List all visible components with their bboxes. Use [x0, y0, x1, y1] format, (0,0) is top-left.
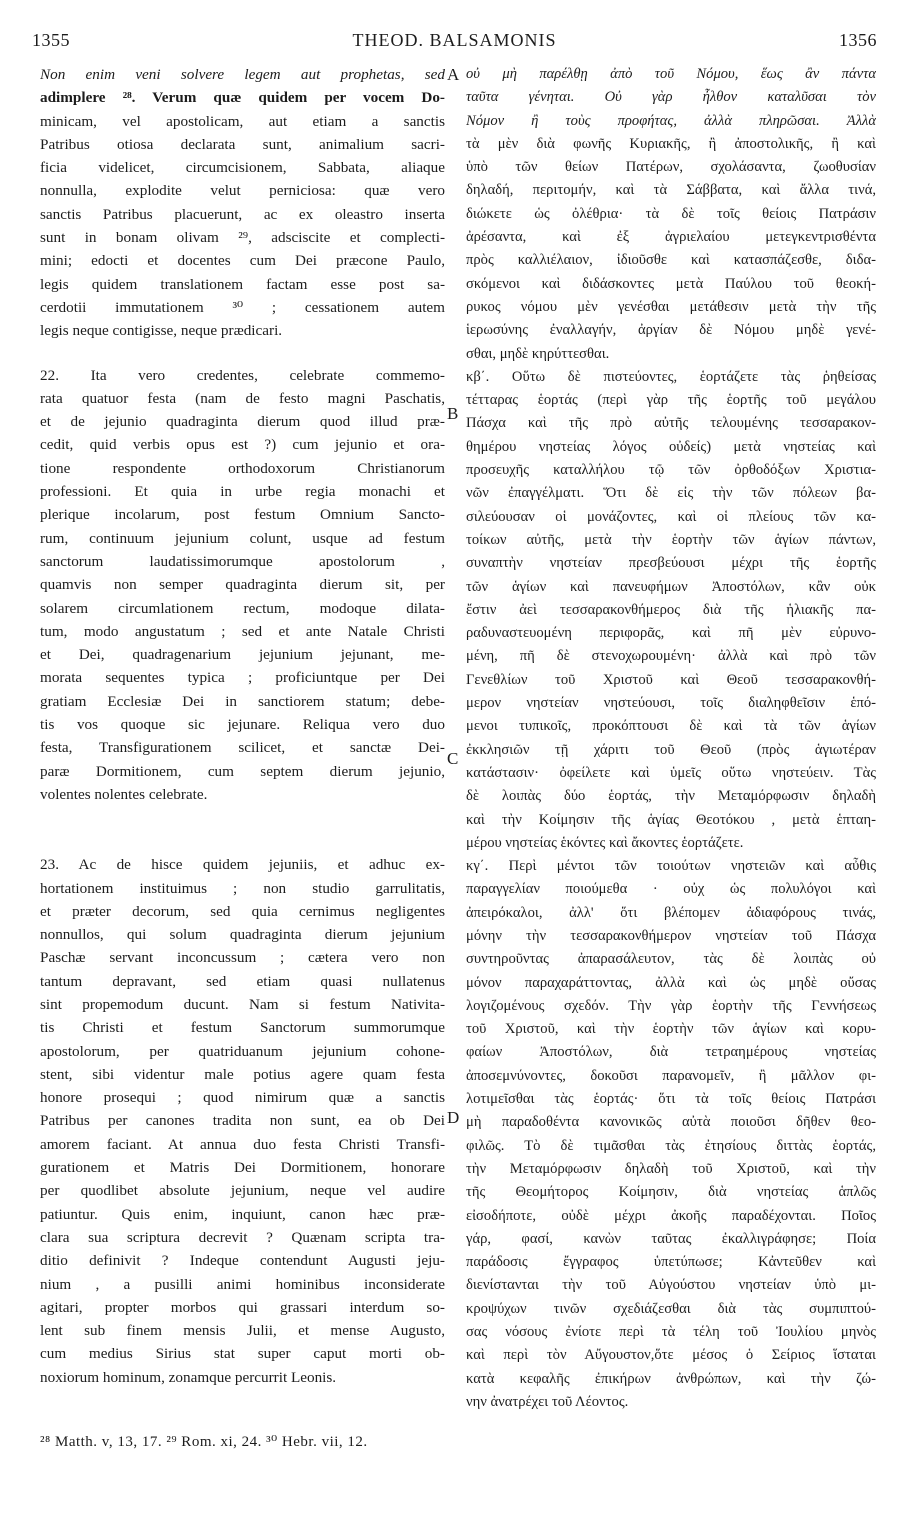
- text-line: professioni. Et quia in urbe regia monachi et: [40, 483, 445, 501]
- text-line: ρυκος νόμου μὲν γενέσθαι μετάθεσιν μετὰ τὴν τῆς: [466, 298, 876, 315]
- text-line: cum medius Sirius stat super caput morti ob-: [40, 1345, 445, 1363]
- text-line: minicam, vel apostolicam, aut etiam a sanctis: [40, 112, 445, 130]
- text-line: διενίστανται τὴν τοῦ Αὐγούστου νηστείαν ὑπὸ μι-: [466, 1277, 876, 1294]
- text-line: sanctorum laudatissimorumque apostolorum ,: [40, 552, 445, 570]
- text-line: Γενεθλίων τοῦ Χριστοῦ καὶ Θεοῦ τεσσαρακονθή-: [466, 671, 876, 688]
- text-line: συντηροῦντας ἀπαρασάλευτον, τὰς δὲ λοιπὰς οὐ: [466, 951, 876, 968]
- text-line: τοίκων αὐτῆς, μετὰ τὴν ἑορτὴν τῶν ἁγίων πάντων,: [466, 531, 876, 548]
- greek-paragraph-1: [466, 63, 876, 366]
- text-line: clara sua scriptura decrevit ? Quænam scripta tra-: [40, 1228, 445, 1246]
- text-line: ἀρέσαντα, καὶ ἐξ ἀγριελαίου μετεγκεντρισθέντα: [466, 229, 876, 246]
- greek-column: [466, 63, 876, 1414]
- margin-marker-d: D: [447, 1108, 460, 1127]
- text-line: cerdotii immutationem ³⁰ ; cessationem autem: [40, 298, 445, 316]
- text-line: nonnulla, explodite velut perniciosa: quæ vero: [40, 182, 445, 200]
- text-line: καὶ τὴν Κοίμησιν τῆς ἁγίας Θεοτόκου , μετὰ ἑπταη-: [466, 811, 876, 828]
- text-line: τῆς Θεομήτορος Κοίμησιν, διὰ νηστείας ἁπλῶς: [466, 1184, 876, 1201]
- greek-paragraph-23: [466, 855, 876, 1414]
- text-line: gratiam Ecclesiæ Dei in sanctiorem statum; debe-: [40, 692, 445, 710]
- text-line: ficia videlicet, circumcisionem, Sabbata, aliaque: [40, 159, 445, 177]
- text-line: προσευχῆς καταλλήλου τῷ τῶν ὀρθοδόξων Χριστια-: [466, 462, 876, 479]
- text-line: τοῦ Χριστοῦ, καὶ τὴν ἑορτὴν τῶν ἁγίων καὶ κορυ-: [466, 1021, 876, 1038]
- margin-marker-b: B: [447, 404, 459, 423]
- text-line: 23. Ac de hisce quidem jejuniis, et adhuc ex-: [40, 856, 445, 874]
- text-line: noxiorum hominum, zonamque percurrit Leonis.: [40, 1368, 337, 1386]
- text-line: patiuntur. Quis enim, inquiunt, canon hæc præ-: [40, 1205, 445, 1223]
- text-line: τῶν ἁγίων καὶ πανευφήμων Ἀποστόλων, κἂν οὐκ: [466, 578, 876, 595]
- text-line: μενοι τυπικοῖς, προκόπτουσι δὲ καὶ τὰ τῶν ἁγίων: [466, 718, 876, 735]
- footnotes: ²⁸ Matth. v, 13, 17. ²⁹ Rom. xi, 24. ³⁰ Hebr. vii, 12.: [40, 1434, 368, 1450]
- text-line: legis quidem translationem factam esse post sa-: [40, 275, 445, 293]
- text-line: νην ἀνατρέχει τοῦ Λέοντος.: [466, 1393, 629, 1410]
- text-line: πρὸς καλλιέλαιον, ἰδιοῦσθε καὶ κατασπάζεσθε, διδα-: [466, 252, 876, 269]
- text-line: λογιζομένους σχεδόν. Τὴν γὰρ ἑορτὴν τῆς Γεννήσεως: [466, 997, 876, 1014]
- text-line: τέτταρας ἑορτάς (περὶ γὰρ τῆς ἑορτῆς τοῦ μεγάλου: [466, 392, 876, 409]
- text-line: ditio definivit ? Indeque contendunt Augusti jeju-: [40, 1252, 445, 1270]
- text-line: φαίων Ἀποστόλων, διὰ τετραημέρους νηστείας: [466, 1044, 876, 1061]
- text-line: solarem circumlationem rectum, modoque dilata-: [40, 599, 445, 617]
- text-line: lent sub finem mensis Julii, et mense Augusto,: [40, 1322, 445, 1340]
- text-line: sint propemodum ducunt. Nam si festum Nativita-: [40, 995, 445, 1013]
- text-line: tum, modo angustatum ; sed et ante Natale Christi: [40, 622, 445, 640]
- text-line: quamvis non semper quadraginta dierum sit, per: [40, 576, 445, 594]
- text-line: hortationem instituimus ; non studio garrulitatis,: [40, 879, 445, 897]
- margin-marker-a: A: [447, 65, 460, 84]
- text-line: συναπτὴν νηστείαν πρεσβεύουσι μέχρι τῆς ἑορτῆς: [466, 555, 876, 572]
- latin-paragraph-22: [40, 364, 445, 807]
- text-line: apostolorum, per quatriduanum jejunium cohone-: [40, 1042, 445, 1060]
- text-line: tis vos quoque sic jejunare. Reliqua vero duo: [40, 716, 445, 734]
- text-line: θημέρου νηστείας λόγος οὐδείς) μετὰ νηστείας καὶ: [466, 438, 876, 455]
- text-line: tantum depravant, sed etiam quasi nullatenus: [40, 972, 445, 990]
- text-line: γάρ, φασί, κανὼν ταῦτας ἐκαλλιγράφησε; Ποία: [466, 1230, 876, 1247]
- text-line: amorem faciant. At annua duo festa Christi Transfi-: [40, 1135, 445, 1153]
- page-header: [32, 30, 877, 56]
- text-line: nonnullos, qui solum quadraginta dierum jejunium: [40, 926, 445, 944]
- text-line: ὑπὸ τῶν θείων Πατέρων, σχολάσαντα, ζωοθυσίαν: [466, 159, 876, 176]
- running-title: THEOD. BALSAMONIS: [352, 30, 557, 50]
- text-line: morata sequentes typica ; proficiuntque per Dei: [40, 669, 445, 687]
- text-line: plerique incolarum, post festum Omnium Sancto-: [40, 506, 445, 524]
- text-line: εἰσοδήποτε, οὐδὲ μέχρι ἀκοῆς παραδέχονται. Ποῖος: [466, 1207, 876, 1224]
- page-number-left: 1355: [32, 30, 70, 50]
- text-line: rata quatuor festa (nam de festo magni Paschatis,: [40, 389, 445, 407]
- text-line: μένη, πῆ δὲ στενοχωρουμένη· ἀλλὰ καὶ πρὸ τῶν: [466, 648, 876, 665]
- text-line: δὲ λοιπὰς δύο ἑορτάς, τὴν Μεταμόρφωσιν δηλαδὴ: [466, 788, 876, 805]
- text-line: 22. Ita vero credentes, celebrate commemo-: [40, 366, 445, 384]
- text-line: tis Christi et festum Sanctorum summorumque: [40, 1019, 445, 1037]
- text-line: παράδοσις ἔγγραφος ὑπετύπωσε; Κἀντεῦθεν καὶ: [466, 1254, 876, 1271]
- text-line: διώκετε ὡς ὀλέθρια· τὰ δὲ τοῖς θείοις Πατράσιν: [466, 205, 876, 222]
- text-line: Patribus per canones tradita non sunt, ea ob Dei: [40, 1112, 445, 1130]
- text-line: κροψύχων τινῶν σχεδιάζεσθαι διὰ τὰς συμπιπτού-: [466, 1300, 876, 1317]
- text-line: Paschæ servant inconcussum ; cætera vero non: [40, 949, 445, 967]
- text-line: et Dei, quadragenarium jejunium jejunant, me-: [40, 646, 445, 664]
- text-line: ἱερωσύνης ἐναλλαγήν, ἀργίαν δὲ Νόμου μηδὲ γενέ-: [466, 322, 876, 339]
- text-line: ἀπειρόκαλοι, ἀλλ' ὅτι βλέπομεν ἀδιαφόρους τινάς,: [466, 904, 876, 921]
- text-line: sanctis Patribus placuerunt, ac ex oleastro inserta: [40, 205, 445, 223]
- text-line: honore prosequi ; quod nimirum quæ a sanctis: [40, 1089, 445, 1107]
- latin-paragraph-23: [40, 853, 445, 1389]
- text-line: tione respondente orthodoxorum Christianorum: [40, 459, 445, 477]
- margin-marker-c: C: [447, 749, 459, 768]
- text-line: σας νόσους ἐνίοτε περὶ τὰ τέλη τοῦ Ἰουλίου μηνὸς: [466, 1324, 876, 1341]
- text-line: κατάστασιν· ὀφείλετε καὶ ὑμεῖς οὕτω νηστεύειν. Τὰς: [466, 764, 876, 781]
- text-line: nium , a pusilli animi hominibus inconsiderate: [40, 1275, 445, 1293]
- text-line: legis neque contigisse, neque prædicari.: [40, 322, 283, 340]
- text-line: per quodlibet absolute jejunium, neque vel audire: [40, 1182, 445, 1200]
- text-line: σθαι, μηδὲ κηρύττεσθαι.: [466, 345, 610, 362]
- text-line: Non enim veni solvere legem aut prophetas, sed: [40, 66, 445, 83]
- text-line: ἔστιν ἀεὶ τεσσαρακονθήμερος διὰ τῆς ἡλιακῆς πα-: [466, 601, 876, 618]
- text-line: ταῦτα γένηται. Οὐ γὰρ ἦλθον καταλῦσαι τὸν: [466, 89, 876, 106]
- text-line: δηλαδή, περιτομήν, καὶ τὰ Σάββατα, καὶ ἄλλα τινά,: [466, 182, 876, 199]
- text-line: καὶ περὶ τὸν Αὔγουστον,ὅτε μέσος ὁ Σείριος ἵσταται: [466, 1347, 876, 1364]
- text-line: Patribus otiosa declarata sunt, animalium sacri-: [40, 135, 445, 153]
- text-line: cedit, quid verbis opus est ?) cum jejunio et ora-: [40, 436, 445, 454]
- text-line: σιλεύουσαν οἱ μονάζοντες, καὶ οἱ πλείους τῶν κα-: [466, 508, 876, 525]
- text-line: ἀποσεμνύνοντες, δοκοῦσι παρανομεῖν, ἢ μᾶλλον φι-: [466, 1067, 876, 1084]
- text-line: ἐκκλησιῶν τῇ χάριτι τοῦ Θεοῦ (πρὸς ἁγιωτέραν: [466, 741, 876, 758]
- text-line: παραγγελίαν ποιούμεθα · οὐχ ὡς πολυλόγοι καὶ: [466, 881, 876, 898]
- text-line: stent, sibi videntur male potius agere quam festa: [40, 1065, 445, 1083]
- text-line: μόνον παραχαράττοντας, ἀλλὰ καὶ ὡς μηδὲ οὔσας: [466, 974, 876, 991]
- latin-paragraph-1: [40, 63, 445, 343]
- text-line: μερον νηστείαν νηστεύουσι, τοῖς διαληφθεῖσιν ἑπό-: [466, 695, 876, 712]
- text-line: gurationem et Matris Dei Dormitionem, honorare: [40, 1159, 445, 1177]
- text-line: et præter decorum, sed quia cernimus negligentes: [40, 902, 445, 920]
- text-line: ραδυναστευομένη περιφορᾶς, καὶ πῆ μὲν εὐρυνο-: [466, 625, 876, 642]
- text-line: σκόμενοι καὶ διδάσκοντες μετὰ Παύλου τοῦ θεοκή-: [466, 275, 876, 292]
- text-line: κβ΄. Οὕτω δὲ πιστεύοντες, ἑορτάζετε τὰς ῥηθείσας: [466, 368, 876, 385]
- text-line: sunt in bonam olivam ²⁹, adsciscite et complecti-: [40, 229, 445, 247]
- text-line: μέρου νηστείας ἑκόντες καὶ ἄκοντες ἑορτάζετε.: [466, 834, 744, 851]
- text-line: κατὰ κεφαλῆς ἐπικήρων ἀνθρώπων, καὶ τὴν ζώ-: [466, 1370, 876, 1387]
- text-line: agitari, propter morbos qui grassari interdum so-: [40, 1298, 445, 1316]
- text-line: νῶν ἐπαγγέλματι. Ὅτι δὲ εἰς τὴν τῶν πόλεων βα-: [466, 485, 876, 502]
- text-line: τὰ μὲν διὰ φωνῆς Κυριακῆς, ἢ ἀποστολικῆς, ἢ καὶ: [466, 135, 876, 152]
- text-line: adimplere ²⁸. Verum quæ quidem per vocem Do-: [40, 89, 445, 107]
- text-line: mini; edocti et docentes cum Dei præcone Paulo,: [40, 252, 445, 270]
- text-line: οὐ μὴ παρέλθῃ ἀπὸ τοῦ Νόμου, ἕως ἂν πάντα: [466, 66, 876, 82]
- text-line: Πάσχα καὶ τῆς πρὸ αὐτῆς τελουμένης τεσσαρακον-: [466, 415, 876, 432]
- text-line: φιλῶς. Τὸ δὲ τιμᾶσθαι τὰς ἐτησίους διττὰς ἑορτάς,: [466, 1137, 876, 1154]
- text-line: festa, Transfigurationem scilicet, et sanctæ Dei-: [40, 739, 445, 757]
- greek-paragraph-22: [466, 366, 876, 855]
- text-line: τὴν Μεταμόρφωσιν δηλαδὴ τοῦ Χριστοῦ, καὶ τὴν: [466, 1160, 876, 1177]
- text-line: paræ Dormitionem, cum septem dierum jejunio,: [40, 762, 445, 780]
- text-line: volentes nolentes celebrate.: [40, 785, 208, 803]
- text-line: κγ΄. Περὶ μέντοι τῶν τοιούτων νηστειῶν καὶ αὖθις: [466, 858, 876, 875]
- text-line: et de jejunio quadraginta dierum quod illud præ-: [40, 413, 445, 431]
- latin-column: [40, 63, 445, 1389]
- text-line: μὴ παραδοθέντα κανονικῶς αὐτὰ ποιοῦσι δῆθεν θεο-: [466, 1114, 876, 1131]
- text-line: μόνην τὴν τεσσαρακονθήμερον νηστείαν τοῦ Πάσχα: [466, 927, 876, 944]
- text-line: Νόμον ἢ τοὺς προφήτας, ἀλλὰ πληρῶσαι. Ἀλλὰ: [466, 112, 876, 129]
- page-number-right: 1356: [839, 30, 877, 50]
- text-line: rum, continuum jejunium colunt, usque ad festum: [40, 529, 445, 547]
- text-line: λοτιμεῖσθαι τὰς ἑορτάς· ὅτι τὰ τοῖς θείοις Πατράσι: [466, 1091, 876, 1108]
